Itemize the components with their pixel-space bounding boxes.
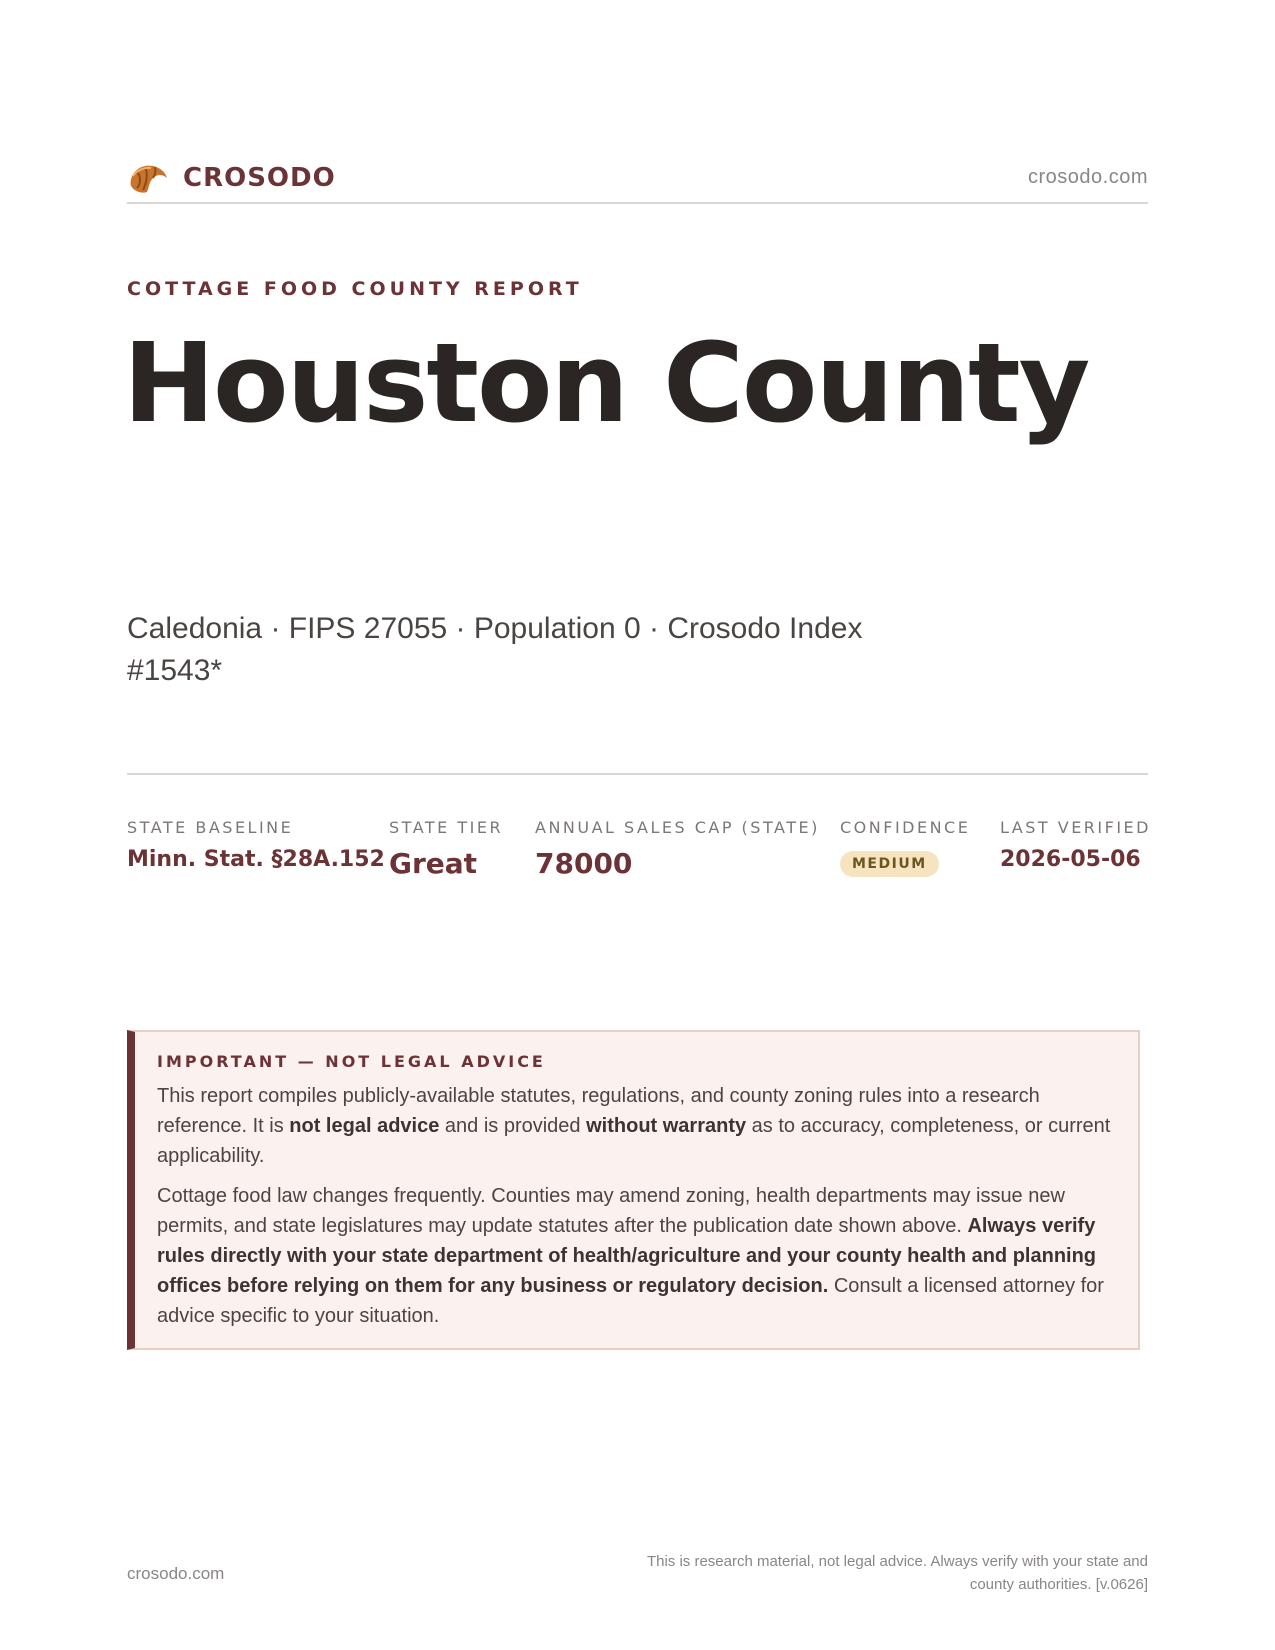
notice-paragraph-1 [157, 1081, 1112, 1171]
stat-value: 2026-05-06 [1000, 847, 1141, 872]
page-title: Houston County [123, 319, 1089, 447]
legal-notice [127, 1030, 1140, 1350]
notice-emphasis: Always verify rules directly with your state department of health/agriculture and your county health and planning offices before relying on them for any business or regulatory decision. [157, 1215, 1097, 1297]
stat-label: LAST VERIFIED [1000, 818, 1151, 837]
report-eyebrow: COTTAGE FOOD COUNTY REPORT [127, 278, 583, 300]
report-page [123, 0, 1151, 1650]
section-divider [127, 773, 1148, 775]
stats-row [127, 818, 1151, 898]
stat-label: STATE TIER [389, 818, 504, 837]
stat-label: STATE BASELINE [127, 818, 294, 837]
stat-value: Great [389, 847, 478, 880]
footer-disclaimer: This is research material, not legal advice. Always verify with your state and county authorities. [v.0626] [646, 1553, 1148, 1593]
stat-state-tier [389, 818, 503, 880]
notice-text: and is provided [439, 1115, 587, 1137]
stat-value: 78000 [535, 847, 633, 880]
notice-emphasis: not legal advice [289, 1115, 440, 1137]
stat-label: CONFIDENCE [840, 818, 971, 837]
county-subline: Caledonia · FIPS 27055 · Population 0 · Crosodo Index #1543* [127, 612, 863, 687]
stat-state-baseline [127, 818, 385, 872]
stat-last-verified [1000, 818, 1151, 872]
notice-title: IMPORTANT — NOT LEGAL ADVICE [157, 1052, 546, 1071]
page-header [127, 160, 1148, 204]
stat-value: Minn. Stat. §28A.152 [127, 847, 385, 872]
stat-sales-cap [535, 818, 820, 880]
croissant-icon [127, 160, 169, 196]
notice-text: Consult a licensed attorney for advice specific to your situation. [157, 1275, 1104, 1327]
notice-text: as to accuracy, completeness, or current applicability. [157, 1115, 1111, 1167]
notice-paragraph-2 [157, 1181, 1112, 1331]
stat-confidence [840, 818, 970, 877]
site-link[interactable]: crosodo.com [1028, 166, 1148, 188]
stat-label: ANNUAL SALES CAP (STATE) [535, 818, 820, 837]
notice-text: This report compiles publicly-available statutes, regulations, and county zoning rules into a research reference. It is [157, 1085, 1040, 1137]
notice-text: Cottage food law changes frequently. Counties may amend zoning, health departments may issue new permits, and state legislatures may update statutes after the publication date shown above. [157, 1185, 1065, 1237]
brand-name: CROSODO [183, 163, 336, 193]
notice-emphasis: without warranty [586, 1115, 747, 1137]
footer-site-link[interactable]: crosodo.com [127, 1564, 225, 1583]
brand[interactable] [127, 160, 336, 196]
confidence-badge: MEDIUM [840, 851, 939, 877]
